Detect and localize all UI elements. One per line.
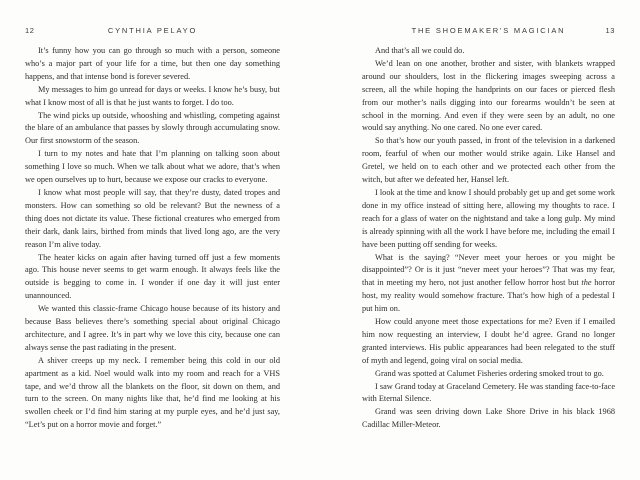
paragraph [362,135,615,187]
paragraph [362,252,615,317]
page-number-right: 13 [605,26,615,35]
paragraph [362,381,615,407]
text-run: A shiver creeps up my neck. I remember being this cold in our old apartment as a kid. Noel would walk into my room and reach for a VHS tape, and we’d throw all the blankets on the floor, sit down on them, and turn to the screen. On many nights like that, he’d find me looking at his swollen cheek or I’d find him staring at my purple eyes, and he’d just say, “Let’s put on a horror movie and forget.” [25,355,280,430]
page-number-left: 12 [25,26,35,35]
text-run: I turn to my notes and hate that I’m planning on talking soon about something I love so much. When we talk about what we adore, that’s when we open ourselves up to hurt, because we expose our cracks to everyone. [25,149,280,185]
page-header-right [362,26,615,36]
text-run: My messages to him go unread for days or weeks. I know he’s busy, but what I know most of all is that he just wants to forget. I do too. [25,84,280,107]
paragraph [25,252,280,304]
page-body-left [25,45,280,432]
page-header-left [25,26,280,36]
text-run: We wanted this classic-frame Chicago house because of its history and because Bass believes there’s something special about original Chicago architecture, and I agree. It’s in part why we love this city, because one can always sense the past radiating in the present. [25,304,280,352]
paragraph [362,45,615,58]
paragraph [362,406,615,432]
running-head-author: CYNTHIA PELAYO [107,26,198,35]
text-run: The wind picks up outside, whooshing and whistling, competing against the blare of an ambulance that passes by slowly through accumulating snow. Our first snowstorm of the season. [25,110,280,146]
text-run: Grand was spotted at Calumet Fisheries ordering smoked trout to go. [375,368,604,378]
text-run: It’s funny how you can go through so much with a person, someone who’s a major part of your life for a time, but then one day something happens, and that intense bond is forever severed. [25,46,280,81]
paragraph [362,187,615,252]
text-run: horror host, my reality would somehow fracture. That’s how high of a pedestal I put him on. [362,278,615,314]
text-run: The heater kicks on again after having turned off just a few moments ago. This house never seems to get warm enough. It always feels like the outside is begging to come in. I wonder if one day it will just enter unannounced. [25,252,280,301]
paragraph [25,110,280,149]
paragraph [25,303,280,355]
paragraph [25,45,280,84]
text-run: I look at the time and know I should probably get up and get some work done in my office instead of sitting here, allowing my thoughts to race. I reach for a glass of water on the nightstand and take a long gulp. My mind is already spinning with all the work I have before me, including the email I have been putting off sending for weeks. [362,187,615,249]
paragraph [25,148,280,187]
text-run: I know what most people will say, that they’re dusty, dated tropes and monsters. How can something so old be relevant? But the newness of a thing does not dictate its value. These fictional creatures who emerged from their dark, dank lairs, birthed from minds that lived long ago, are the very reason I’m alive today. [25,187,280,249]
text-run: Grand was seen driving down Lake Shore Drive in his black 1968 Cadillac Miller-Meteor. [362,407,615,430]
text-run: So that’s how our youth passed, in front of the television in a darkened room, fearful of when our mother would strike again. Like Hansel and Gretel, we held on to each other and we protected each other from the witch, but after we defeated her, Hansel left. [362,136,615,185]
text-run: What is the saying? “Never meet your heroes or you might be disappointed”? Or is it just “never meet your heroes”? That was my fear, that in meeting my hero, not just another fellow horror host but [362,252,615,288]
paragraph [362,316,615,368]
paragraph [362,58,615,135]
text-run: the [581,278,592,288]
text-run: How could anyone meet those expectations for me? Even if I emailed him now requesting an interview, I doubt he’d agree. Grand no longer granted interviews. His public appearances had been relegated to the stuff of myth and legend, going viral on social media. [362,317,615,365]
text-run: I saw Grand today at Graceland Cemetery. He was standing face-to-face with Eternal Silence. [362,381,615,404]
paragraph [25,187,280,252]
text-run: And that’s all we could do. [375,46,465,55]
paragraph [25,84,280,110]
page-right [320,0,640,480]
running-head-title: THE SHOEMAKER'S MAGICIAN [411,26,566,35]
paragraph [25,355,280,432]
page-body-right [362,45,615,432]
text-run: We’d lean on one another, brother and sister, with blankets wrapped around our shoulders, lost in the flickering images sweeping across a screen, all the while hoping the handprints on our faces or pierced flesh from our mother’s nails digging into our forearms wouldn’t be seen at school in the morning. And even if they were seen by an adult, no one would say anything. No one cared. No one ever cared. [362,58,615,133]
paragraph [362,368,615,381]
